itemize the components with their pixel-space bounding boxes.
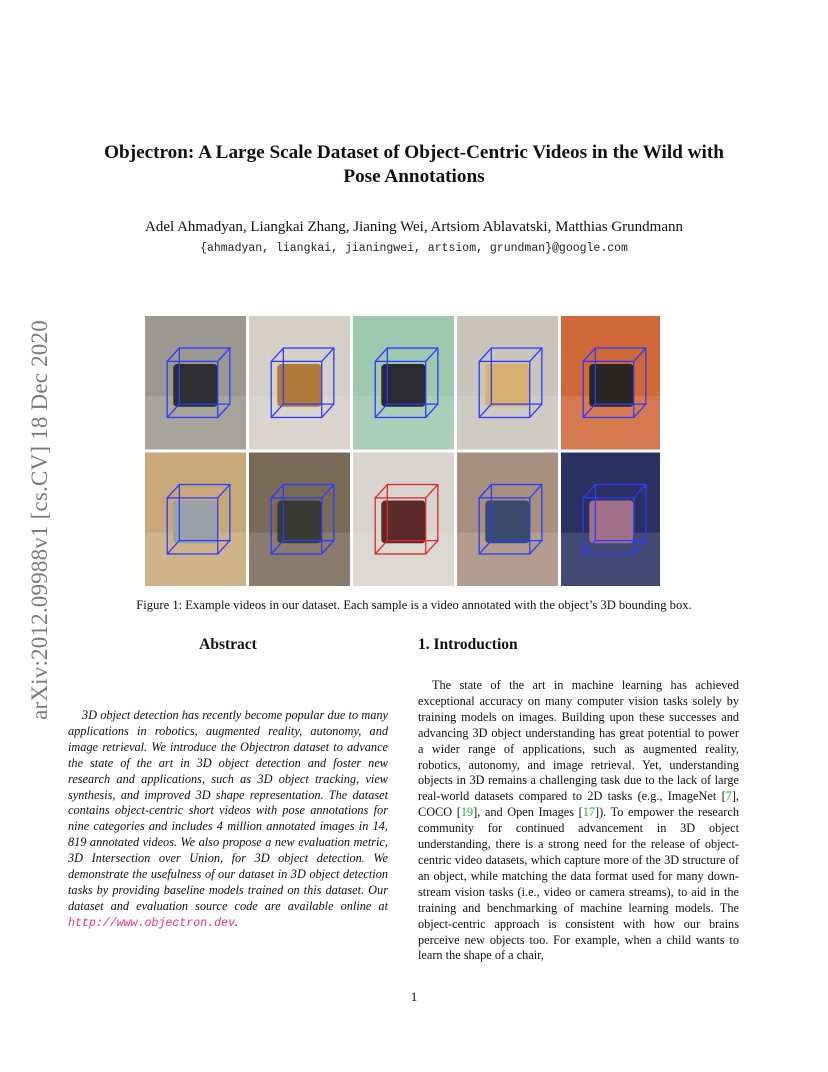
abstract-body	[68, 708, 388, 932]
figure-tile-cup	[145, 453, 246, 587]
intro-text-4: ]). To empower the research community for continued advancement in 3D object understanding, there is a strong need for the release of object-centric video datasets, which capture more of the 3D structure of an object, while matching the data format used for many down-stream vision tasks (i.e., video or camera streams), to aid in the training and benchmarking of machine learning models. The object-centric approach is consistent with how our brains perceive new objects too. For example, when a child wants to learn the shape of a chair,	[418, 805, 739, 963]
paper-title	[60, 141, 768, 189]
figure-tile-camera	[353, 316, 454, 450]
citation-link[interactable]: 19	[460, 805, 474, 820]
figure-tile-book	[561, 453, 660, 587]
introduction-heading: 1. Introduction	[418, 636, 518, 653]
figure-caption: Figure 1: Example videos in our dataset. Each sample is a video annotated with the object’s 3D bounding box.	[136, 598, 692, 612]
figure-tile-laptop	[353, 453, 454, 587]
figure-1	[145, 316, 660, 586]
figure-tile-chair	[561, 316, 660, 450]
abstract-end: .	[234, 914, 239, 929]
figure-tile-bike	[457, 453, 558, 587]
project-url-link[interactable]: http://www.objectron.dev	[68, 916, 235, 930]
citation-link[interactable]: 17	[582, 805, 596, 820]
citation-link[interactable]: 7	[725, 789, 732, 804]
abstract-text: 3D object detection has recently become popular due to many applications in robotics, augmented reality, autonomy, and image retrieval. We introduce the Objectron dataset to advance the state of the art in 3D object detection and foster new research and applications, such as 3D object tracking, view synthesis, and improved 3D shape representation. The dataset contains object-centric short videos with pose annotations for nine categories and includes 4 million annotated images in 14, 819 annotated videos. We also propose a new evaluation metric, 3D Intersection over Union, for 3D object detection. We demonstrate the usefulness of our dataset in 3D object detection tasks by providing baseline models trained on this dataset. Our dataset and evaluation source code are available online at	[68, 708, 388, 913]
page-number: 1	[410, 990, 418, 1004]
intro-text-1: The state of the art in machine learning has achieved exceptional accuracy on many computer vision tasks solely by training models on images. Building upon these successes and advancing 3D object understanding has great potential to power a wider range of applications, such as augmented reality, robotics, autonomy, and image retrieval. Yet, understanding objects in 3D remains a challenging task due to the lack of large real-world datasets compared to 2D tasks (e.g., ImageNet [	[418, 678, 739, 804]
title-line-2: Pose Annotations	[343, 166, 485, 187]
author-list: Adel Ahmadyan, Liangkai Zhang, Jianing Wei, Artsiom Ablavatski, Matthias Grundmann	[144, 219, 683, 235]
figure-tile-bike	[145, 316, 246, 450]
figure-tile-cereal-box	[457, 316, 558, 450]
abstract-heading: Abstract	[199, 636, 257, 653]
figure-image-grid	[145, 316, 660, 586]
title-line-1: Objectron: A Large Scale Dataset of Object-Centric Videos in the Wild with	[104, 142, 724, 163]
figure-tile-shoe	[249, 453, 350, 587]
intro-text-3: ], and Open Images [	[473, 805, 583, 820]
arxiv-stamp-text: arXiv:2012.09988v1 [cs.CV] 18 Dec 2020	[27, 320, 52, 720]
figure-tile-cereal-box	[249, 316, 350, 450]
introduction-body	[418, 678, 739, 964]
author-emails: {ahmadyan, liangkai, jianingwei, artsiom, grundman}@google.com	[200, 242, 628, 255]
arxiv-stamp	[20, 280, 60, 760]
intro-text-2: ], COCO [	[418, 789, 739, 820]
